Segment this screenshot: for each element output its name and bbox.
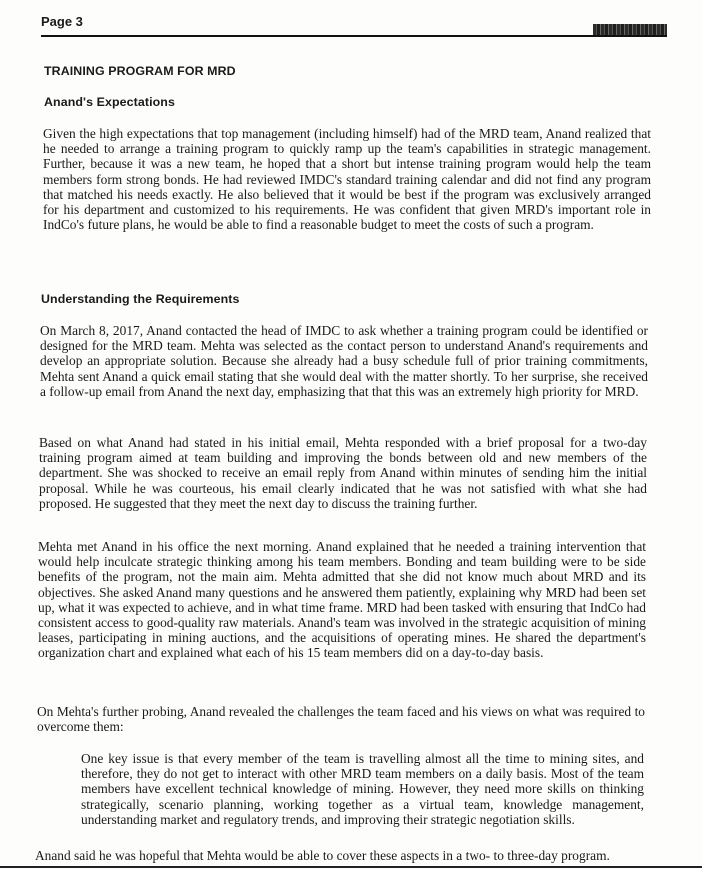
block-quote: One key issue is that every member of the team is travelling almost all the time to mining sites, and therefore, they do not get to interact with other MRD team members on a daily basis. Most of the team members have excellent technical knowledge of mining. However, they need more skills on thinking strategically, scenario planning, working together as a virtual team, knowledge management, understanding market and regulatory trends, and improving their strategic negotiation skills. xyxy=(81,751,644,827)
paragraph: Mehta met Anand in his office the next morning. Anand explained that he needed a training intervention that would help inculcate strategic thinking among his team members. Bonding and team building were to be side benefits of the program, not the main aim. Mehta admitted that she did not know much about MRD and its objectives. She asked Anand many questions and he answered them patiently, explaining why MRD had been set up, what it was expected to achieve, and in what time frame. MRD had been tasked with ensuring that IndCo had consistent access to good-quality raw materials. Anand's team was involved in the strategic acquisition of mining leases, participating in mining auctions, and the acquisitions of operating mines. He shared the department's organization chart and explained what each of his 15 team members did on a day-to-day basis. xyxy=(38,539,646,661)
paragraph: Given the high expectations that top management (including himself) had of the MRD team, Anand realized that he needed to arrange a training program to quickly ramp up the team's capabilities in strategic management. Further, because it was a new team, he hoped that a short but intense training program would help the team members form strong bonds. He had reviewed IMDC's standard training calendar and did not find any program that matched his needs exactly. He also believed that it would be best if the program was exclusively arranged for his department and customized to his requirements. He was confident that given MRD's important role in IndCo's future plans, he would be able to find a reasonable budget to meet the costs of such a program. xyxy=(43,126,651,233)
subsection-heading-requirements: Understanding the Requirements xyxy=(41,292,240,306)
header-divider xyxy=(41,35,667,37)
page-header xyxy=(41,12,667,40)
page-number: Page 3 xyxy=(41,14,83,29)
paragraph: Based on what Anand had stated in his initial email, Mehta responded with a brief proposal for a two-day training program aimed at team building and improving the bonds between old and new members of the department. She was shocked to receive an email reply from Anand within minutes of sending him the initial proposal. While he was courteous, his email clearly indicated that he was not satisfied with what she had proposed. He suggested that they meet the next day to discuss the training further. xyxy=(39,435,647,511)
paragraph: On Mehta's further probing, Anand revealed the challenges the team faced and his views on what was required to overcome them: xyxy=(37,704,645,735)
paragraph: Anand said he was hopeful that Mehta would be able to cover these aspects in a two- to three-day program. xyxy=(35,848,610,863)
subsection-heading-expectations: Anand's Expectations xyxy=(44,95,175,109)
bottom-divider xyxy=(0,866,702,868)
section-title: TRAINING PROGRAM FOR MRD xyxy=(44,64,236,78)
paragraph: On March 8, 2017, Anand contacted the head of IMDC to ask whether a training program could be identified or designed for the MRD team. Mehta was selected as the contact person to understand Anand's requirements and develop an appropriate solution. Because she already had a busy schedule full of prior training commitments, Mehta sent Anand a quick email stating that she would deal with the matter shortly. To her surprise, she received a follow-up email from Anand the next day, emphasizing that that this was an extremely high priority for MRD. xyxy=(40,323,648,399)
